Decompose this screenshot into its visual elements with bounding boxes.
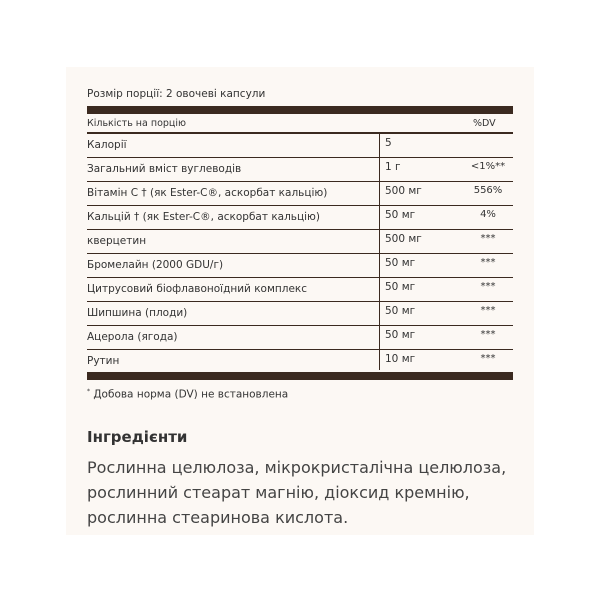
nutrient-name: Загальний вміст вуглеводів (87, 163, 242, 175)
nutrient-dv: <1%** (470, 161, 506, 172)
nutrient-amount: 50 мг (385, 329, 416, 341)
nutrient-amount: 1 г (385, 161, 401, 173)
ingredients-title: Інгредієнти (87, 428, 188, 446)
table-row (87, 326, 513, 350)
nutrient-amount: 50 мг (385, 209, 416, 221)
nutrient-dv: 556% (473, 185, 503, 196)
nutrient-amount: 50 мг (385, 257, 416, 269)
table-row (87, 302, 513, 326)
nutrient-dv: *** (480, 233, 496, 244)
nutrient-dv: *** (480, 329, 496, 340)
nutrient-name: Вітамін С † (як Ester-C®, аскорбат кальцію) (87, 187, 328, 199)
nutrient-dv: *** (480, 305, 496, 316)
amount-per-serving-label: Кількість на порцію (87, 118, 187, 129)
ingredients-line: рослинна стеаринова кислота. (87, 508, 349, 527)
table-row (87, 206, 513, 230)
table-row (87, 350, 513, 374)
table-header (87, 116, 513, 132)
nutrient-amount: 500 мг (385, 185, 422, 197)
nutrient-dv: 4% (480, 209, 496, 220)
ingredients-line: Рослинна целюлоза, мікрокристалічна целюлоза, (87, 458, 507, 477)
footnote-text: Добова норма (DV) не встановлена (93, 388, 289, 401)
nutrient-name: Калорії (87, 139, 127, 151)
nutrient-name: кверцетин (87, 235, 147, 247)
nutrient-name: Шипшина (плоди) (87, 307, 188, 319)
nutrient-amount: 5 (385, 137, 392, 149)
nutrient-name: Кальцій † (як Ester-C®, аскорбат кальцію) (87, 211, 320, 223)
serving-size: Розмір порції: 2 овочеві капсули (87, 88, 266, 100)
nutrient-name: Бромелайн (2000 GDU/г) (87, 259, 224, 271)
bottom-thick-rule (87, 372, 513, 380)
ingredients-line: рослинний стеарат магнію, діоксид кремнію, (87, 483, 470, 502)
nutrient-name: Цитрусовий біофлавоноїдний комплекс (87, 283, 308, 295)
table-row (87, 254, 513, 278)
table-row (87, 278, 513, 302)
ingredients-text (87, 455, 517, 530)
nutrient-amount: 50 мг (385, 305, 416, 317)
nutrient-amount: 500 мг (385, 233, 422, 245)
nutrient-name: Ацерола (ягода) (87, 331, 178, 343)
nutrient-dv: *** (480, 257, 496, 268)
top-thick-rule (87, 106, 513, 114)
nutrient-name: Рутин (87, 355, 120, 367)
nutrient-dv: *** (480, 353, 496, 364)
table-row (87, 158, 513, 182)
dv-column-label: %DV (473, 118, 496, 129)
table-row (87, 182, 513, 206)
table-row (87, 134, 513, 158)
nutrient-dv: *** (480, 281, 496, 292)
footnote (87, 388, 288, 401)
footnote-marker: * (87, 388, 90, 395)
table-row (87, 230, 513, 254)
nutrient-amount: 50 мг (385, 281, 416, 293)
nutrient-amount: 10 мг (385, 353, 416, 365)
